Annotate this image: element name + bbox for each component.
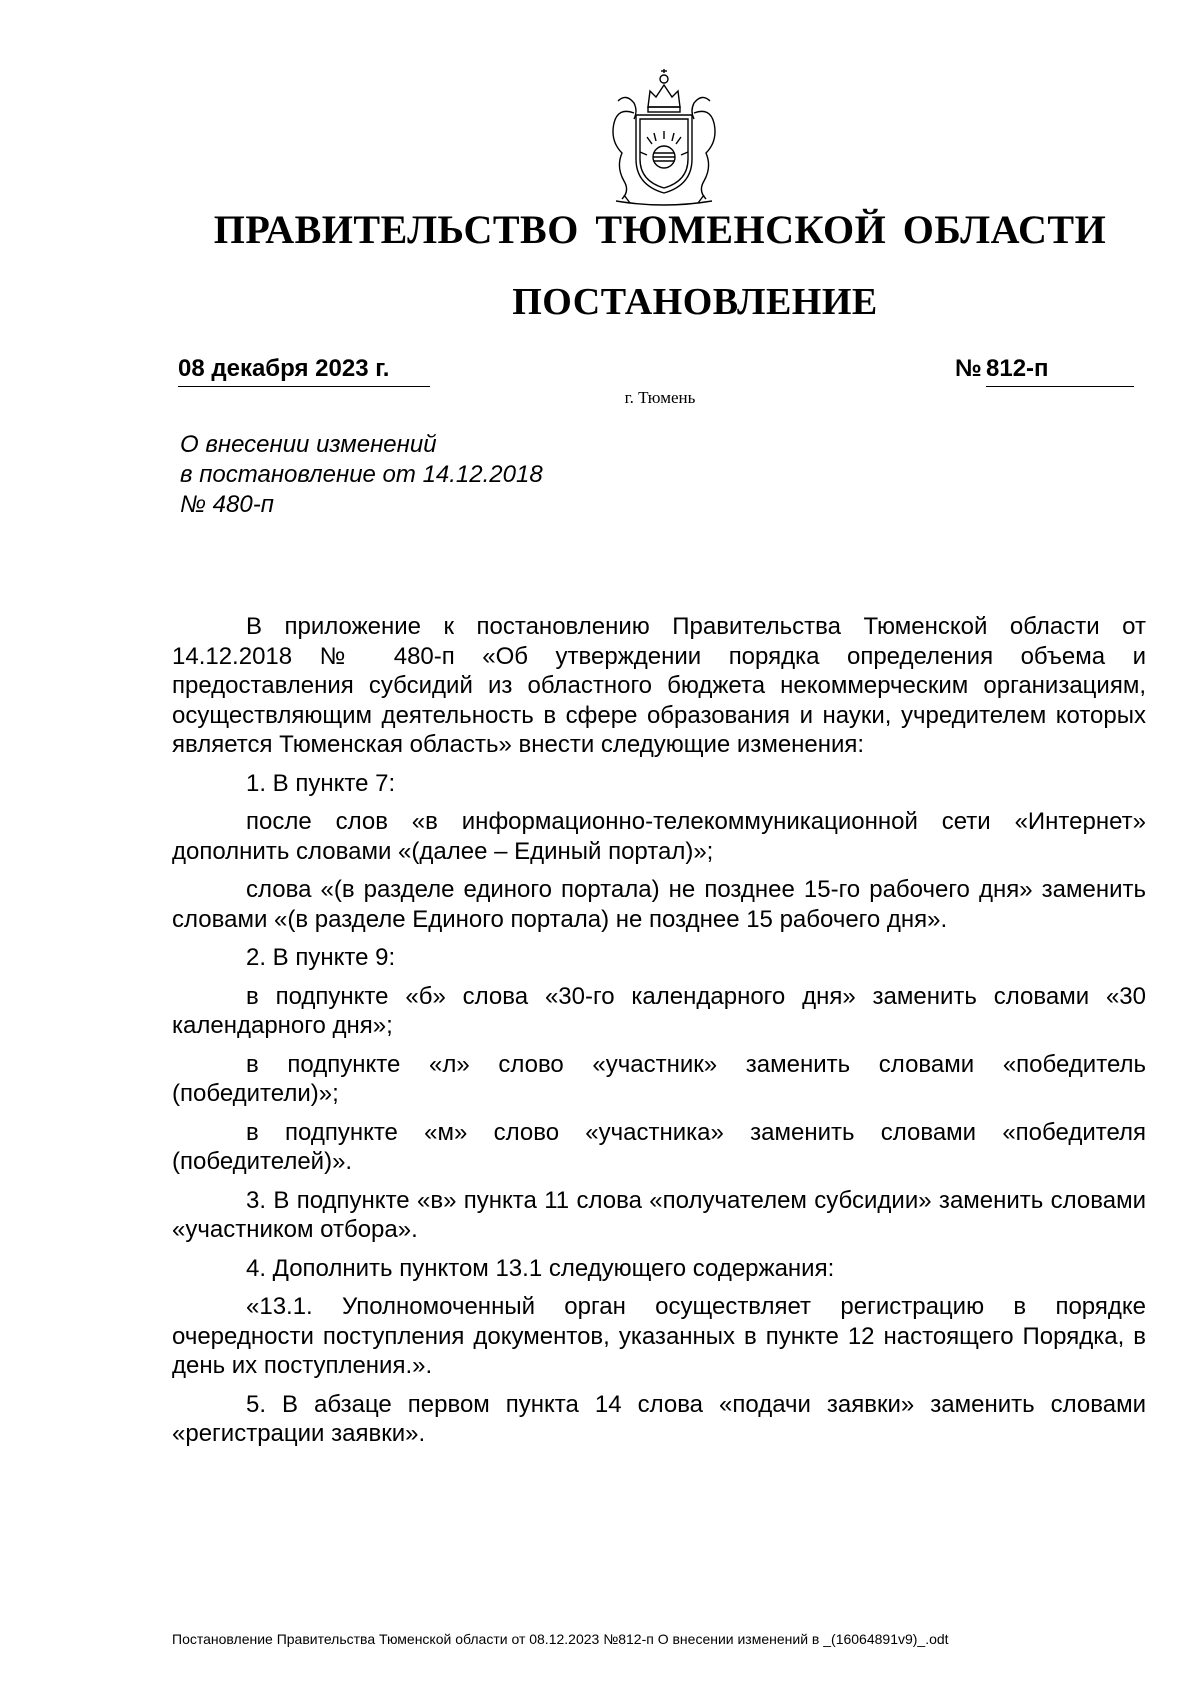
organization-name: ПРАВИТЕЛЬСТВО ТЮМЕНСКОЙ ОБЛАСТИ <box>213 207 1107 252</box>
body-paragraph: 4. Дополнить пунктом 13.1 следующего содержания: <box>246 1254 835 1282</box>
document-number: 812-п <box>986 354 1134 387</box>
document-subject <box>180 430 543 520</box>
body-paragraph: 5. В абзаце первом пункта 14 слова «подачи заявки» заменить словами «регистрации заявки». <box>172 1390 1146 1447</box>
document-city: г. Тюмень <box>624 388 696 407</box>
body-paragraph: в подпункте «л» слово «участник» заменить словами «победитель (победители)»; <box>172 1050 1146 1107</box>
body-paragraph: 3. В подпункте «в» пункта 11 слова «получателем субсидии» заменить словами «участником отбора». <box>172 1186 1146 1243</box>
body-paragraph: в подпункте «м» слово «участника» заменить словами «победителя (победителей)». <box>172 1118 1146 1175</box>
body-paragraph: слова «(в разделе единого портала) не позднее 15-го рабочего дня» заменить словами «(в разделе Единого портала) не позднее 15 рабочего дня». <box>172 876 1146 933</box>
coat-of-arms-icon <box>594 67 734 209</box>
document-footer: Постановление Правительства Тюменской области от 08.12.2023 №812-п О внесении изменений в _(16064891v9)_.odt <box>172 1631 949 1647</box>
body-paragraph: «13.1. Уполномоченный орган осуществляет регистрацию в порядке очередности поступления документов, указанных в пункте 12 настоящего Порядка, в день их поступления.». <box>172 1293 1146 1379</box>
document-date: 08 декабря 2023 г. <box>178 354 430 387</box>
body-paragraph: после слов «в информационно-телекоммуникационной сети «Интернет» дополнить словами «(далее – Единый портал)»; <box>172 808 1146 865</box>
body-paragraph: В приложение к постановлению Правительства Тюменской области от 14.12.2018 № 480-п «Об утверждении порядка определения объема и предоставления субсидий из областного бюджета некоммерческим организациям, осуществляющим деятельность в сфере образования и науки, учредителем которых является Тюменская область» внести следующие изменения: <box>172 613 1146 758</box>
body-paragraph: 2. В пункте 9: <box>246 944 396 971</box>
document-type: ПОСТАНОВЛЕНИЕ <box>512 281 878 323</box>
subject-line: № 480-п <box>180 491 274 518</box>
body-paragraph: в подпункте «б» слова «30-го календарного дня» заменить словами «30 календарного дня»; <box>172 982 1146 1039</box>
body-paragraph: 1. В пункте 7: <box>246 769 396 797</box>
document-number-sign: № <box>955 355 982 382</box>
document-body <box>172 612 1146 1458</box>
subject-line: О внесении изменений <box>180 431 437 458</box>
subject-line: в постановление от 14.12.2018 <box>180 461 543 488</box>
